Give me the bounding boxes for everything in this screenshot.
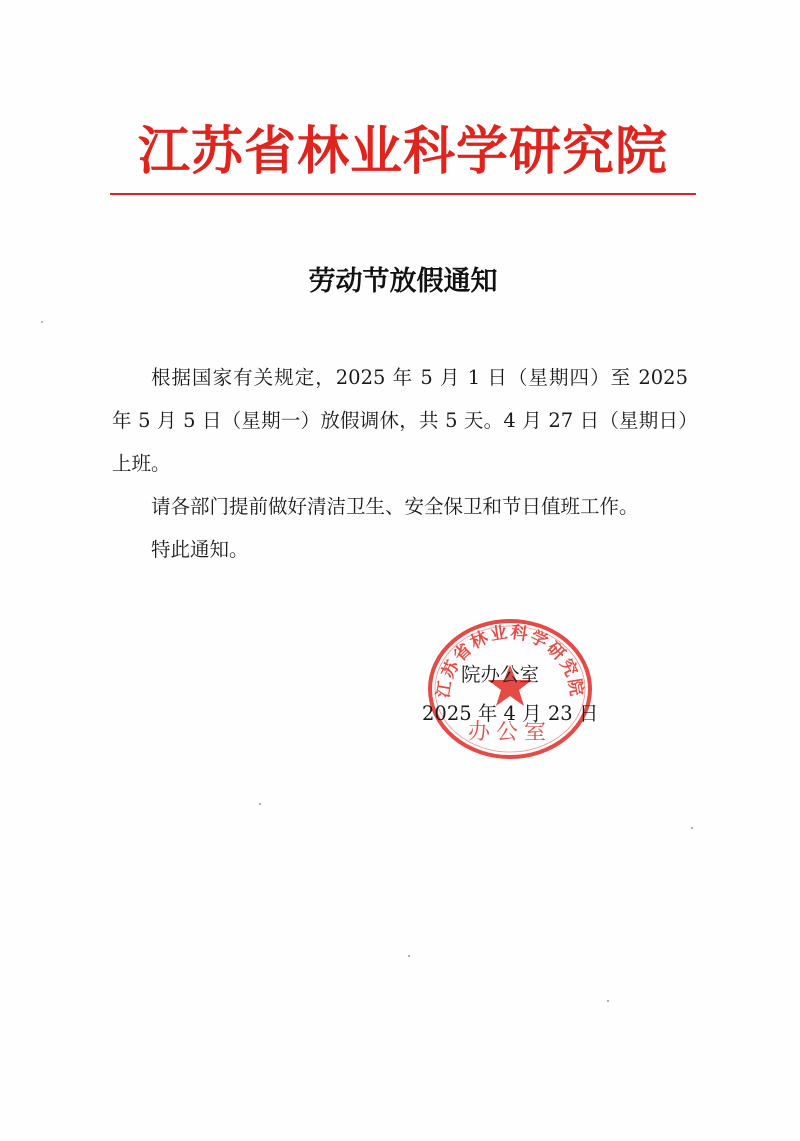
scan-speck: [607, 1000, 609, 1002]
header-divider: [110, 193, 696, 195]
notice-body: [112, 356, 688, 571]
seal-ring-text: 江苏省林业科学研究院: [433, 622, 587, 700]
scan-speck: [408, 955, 410, 957]
body-paragraph-closing: 特此通知。: [151, 538, 249, 561]
scan-speck: [691, 827, 693, 829]
body-paragraph-schedule: 根据国家有关规定，2025 年 5 月 1 日（星期四）至 2025 年 5 月 5 日（星期一）放假调休，共 5 天。4 月 27 日（星期日）上班。: [112, 366, 688, 475]
seal-center-text: 办公室: [467, 720, 553, 745]
notice-title: 劳动节放假通知: [308, 266, 498, 297]
scan-speck: [259, 803, 261, 805]
sign-date: 2025 年 4 月 23 日: [422, 702, 599, 725]
body-paragraph-request: 请各部门提前做好清洁卫生、安全保卫和节日值班工作。: [151, 495, 639, 518]
sender-office: 院办公室: [461, 663, 540, 686]
scan-speck: [41, 321, 43, 323]
organization-header: 江苏省林业科学研究院: [137, 121, 668, 182]
